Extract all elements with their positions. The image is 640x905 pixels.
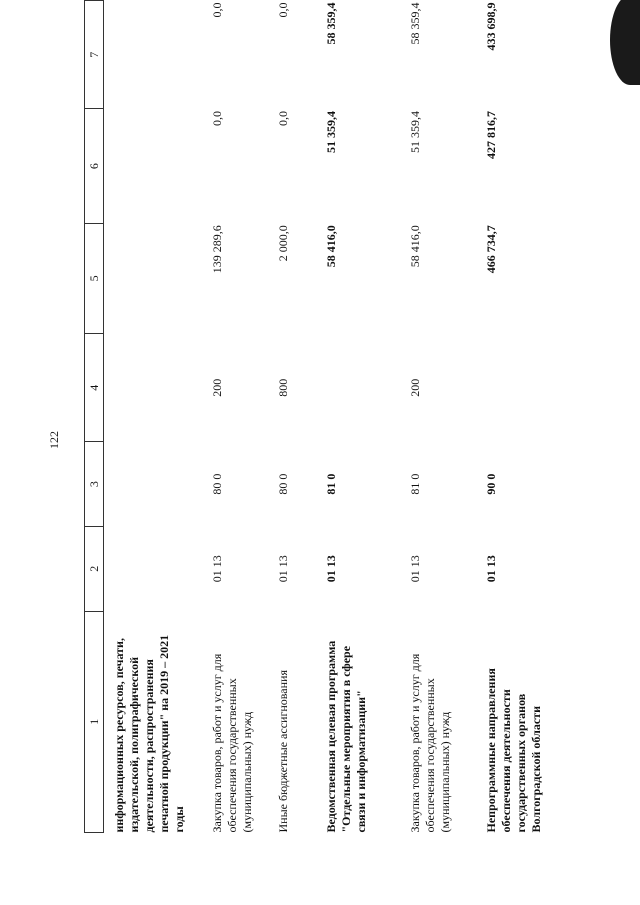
table-row xyxy=(204,1,270,833)
table-row xyxy=(104,1,205,833)
header-col-1: 1 xyxy=(85,611,104,832)
row-value-2019 xyxy=(104,223,205,333)
scan-artifact xyxy=(610,0,640,85)
row-target: 81 0 xyxy=(408,473,422,495)
row-target xyxy=(104,442,205,527)
row-value-2021: 0,0 xyxy=(210,2,224,18)
row-section: 01 13 xyxy=(210,555,224,583)
row-value-2019: 139 289,6 xyxy=(210,225,224,274)
row-target: 81 0 xyxy=(324,473,338,495)
row-value-2020: 427 816,7 xyxy=(484,110,498,159)
row-value-2021: 433 698,9 xyxy=(484,2,498,51)
row-value-2020: 51 359,4 xyxy=(324,110,338,153)
row-value-2020: 51 359,4 xyxy=(408,110,422,153)
row-value-2019: 58 416,0 xyxy=(324,225,338,268)
row-value-2021: 0,0 xyxy=(276,2,290,18)
row-name: Ведомственная целевая программа "Отдельные мероприятия в сфере связи и информатизации" xyxy=(324,640,368,833)
page-number: 122 xyxy=(47,431,61,449)
table-row xyxy=(402,1,478,833)
row-value-2019: 2 000,0 xyxy=(276,225,290,262)
row-section: 01 13 xyxy=(484,555,498,583)
budget-table xyxy=(84,0,554,833)
row-section: 01 13 xyxy=(408,555,422,583)
header-row xyxy=(85,1,104,833)
row-name: Иные бюджетные ассигнования xyxy=(276,670,290,833)
row-value-2019: 58 416,0 xyxy=(408,225,422,268)
row-target: 80 0 xyxy=(276,473,290,495)
row-type: 200 xyxy=(408,378,422,397)
row-type: 800 xyxy=(276,378,290,397)
row-name: Закупка товаров, работ и услуг для обеспечения государственных (муниципальных) нужд xyxy=(210,653,254,833)
row-value-2021 xyxy=(104,1,205,109)
row-section xyxy=(104,526,205,611)
row-type xyxy=(318,334,402,442)
header-col-3: 3 xyxy=(85,442,104,527)
row-target: 90 0 xyxy=(484,473,498,495)
header-col-7: 7 xyxy=(85,1,104,109)
table-row xyxy=(318,1,402,833)
row-value-2021: 58 359,4 xyxy=(324,2,338,45)
header-col-4: 4 xyxy=(85,334,104,442)
row-name: Закупка товаров, работ и услуг для обеспечения государственных (муниципальных) нужд xyxy=(408,653,452,833)
row-type xyxy=(104,334,205,442)
row-value-2020 xyxy=(104,109,205,223)
row-section: 01 13 xyxy=(324,555,338,583)
row-value-2019: 466 734,7 xyxy=(484,225,498,274)
row-value-2020: 0,0 xyxy=(210,110,224,126)
table-row xyxy=(478,1,554,833)
row-target: 80 0 xyxy=(210,473,224,495)
row-type xyxy=(478,334,554,442)
row-value-2021: 58 359,4 xyxy=(408,2,422,45)
row-value-2020: 0,0 xyxy=(276,110,290,126)
table-row xyxy=(270,1,318,833)
header-col-6: 6 xyxy=(85,109,104,223)
header-col-2: 2 xyxy=(85,526,104,611)
row-type: 200 xyxy=(210,378,224,397)
row-name: Непрограммные направления обеспечения деятельности государственных органов Волгоградской области xyxy=(484,668,543,833)
row-section: 01 13 xyxy=(276,555,290,583)
row-name: информационных ресурсов, печати, издательской, полиграфической деятельности, распространения печатной продукции" на 2019 – 2021 годы xyxy=(112,634,186,833)
header-col-5: 5 xyxy=(85,223,104,333)
